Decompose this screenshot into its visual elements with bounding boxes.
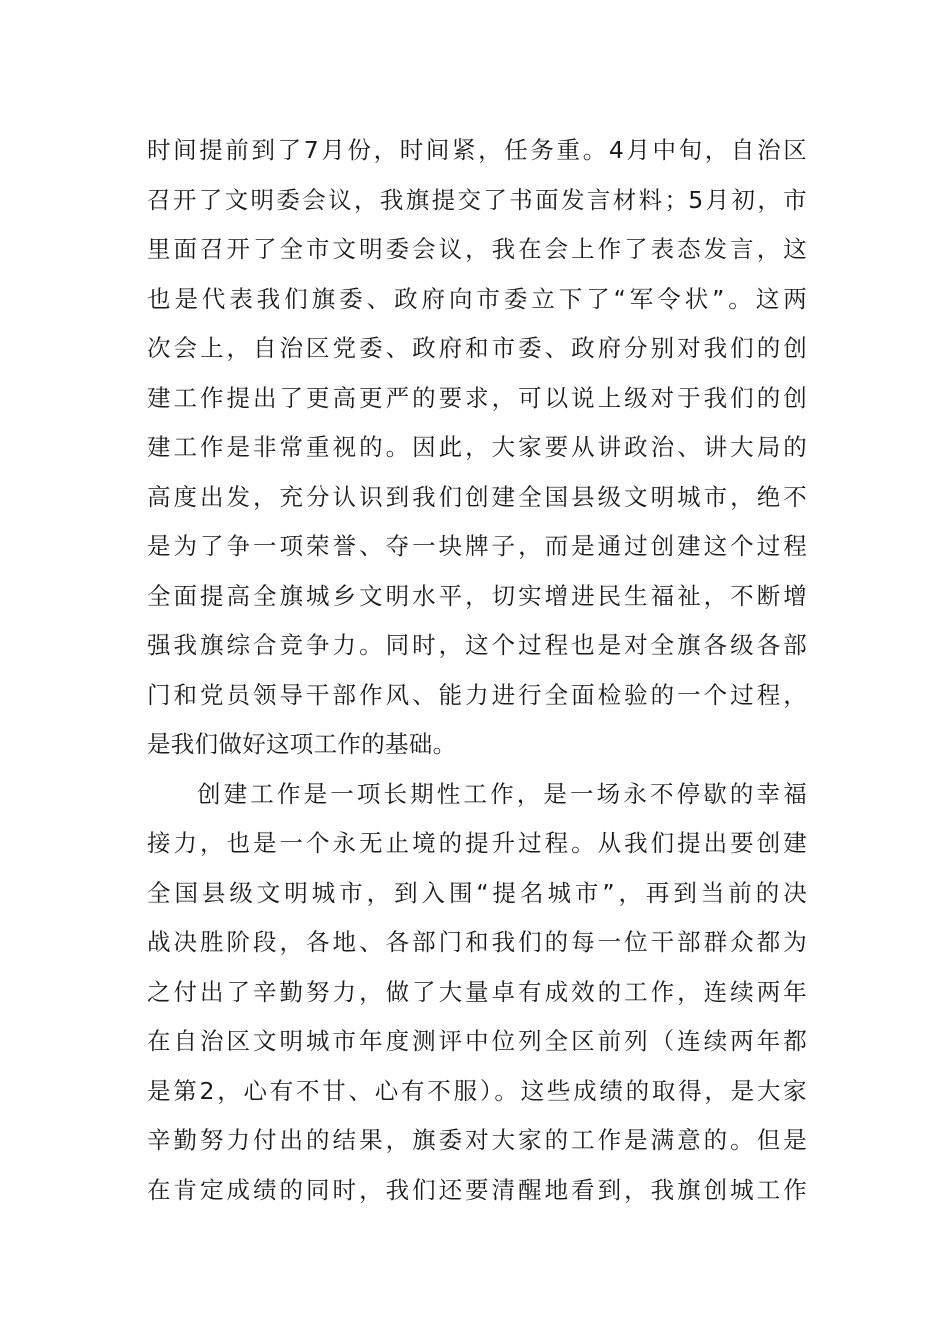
text-line: 接力，也是一个永无止境的提升过程。从我们提出要创建 — [147, 829, 807, 857]
text-line: 高度出发，充分认识到我们创建全国县级文明城市，绝不 — [147, 482, 807, 511]
text-line: 是我们做好这项工作的基础。 — [147, 730, 457, 758]
paragraph-2 — [147, 770, 807, 1216]
text-line: 在肯定成绩的同时，我们还要清醒地看到，我旗创城工作 — [147, 1175, 807, 1204]
text-line: 战决胜阶段，各地、各部门和我们的每一位干部群众都为 — [147, 928, 807, 956]
text-line: 建工作提出了更高更严的要求，可以说上级对于我们的创 — [147, 383, 807, 412]
text-line: 创建工作是一项长期性工作，是一场永不停歇的幸福 — [197, 779, 807, 808]
text-line: 召开了文明委会议，我旗提交了书面发言材料；5月初，市 — [147, 185, 807, 214]
text-line: 辛勤努力付出的结果，旗委对大家的工作是满意的。但是 — [147, 1126, 807, 1154]
text-line: 里面召开了全市文明委会议，我在会上作了表态发言，这 — [147, 235, 807, 263]
body-text — [147, 126, 807, 1215]
text-line: 强我旗综合竞争力。同时，这个过程也是对全旗各级各部 — [147, 631, 807, 659]
text-line: 时间提前到了7月份，时间紧，任务重。4月中旬，自治区 — [147, 136, 807, 164]
text-line: 门和党员领导干部作风、能力进行全面检验的一个过程， — [147, 680, 807, 709]
text-line: 之付出了辛勤努力，做了大量卓有成效的工作，连续两年 — [147, 977, 807, 1006]
text-line: 是第2，心有不甘、心有不服）。这些成绩的取得，是大家 — [147, 1076, 807, 1105]
text-line: 全国县级文明城市，到入围“提名城市”，再到当前的决 — [147, 878, 807, 907]
text-line: 次会上，自治区党委、政府和市委、政府分别对我们的创 — [147, 334, 807, 362]
text-line: 是为了争一项荣誉、夺一块牌子，而是通过创建这个过程 — [147, 532, 807, 560]
paragraph-1 — [147, 126, 807, 770]
text-line: 在自治区文明城市年度测评中位列全区前列（连续两年都 — [147, 1027, 807, 1055]
text-line: 也是代表我们旗委、政府向市委立下了“军令状”。这两 — [147, 284, 807, 313]
text-line: 全面提高全旗城乡文明水平，切实增进民生福祉，不断增 — [147, 581, 807, 610]
text-line: 建工作是非常重视的。因此，大家要从讲政治、讲大局的 — [147, 433, 807, 461]
